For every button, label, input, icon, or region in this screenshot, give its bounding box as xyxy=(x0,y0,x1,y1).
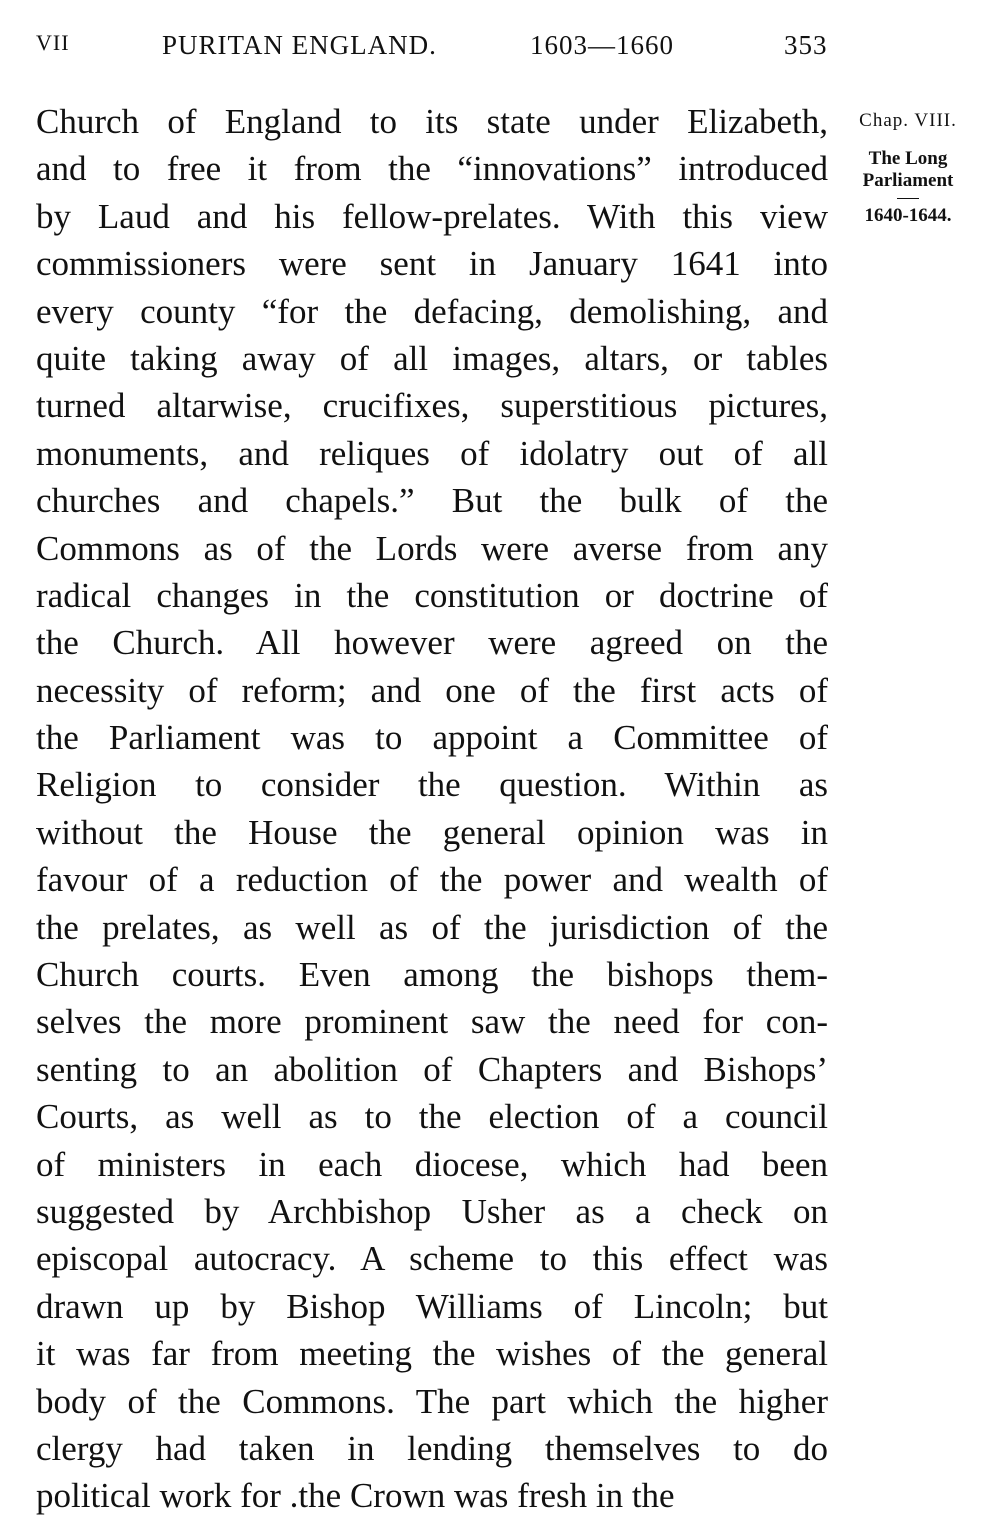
text-line: it was far from meeting the wishes of the general xyxy=(36,1334,828,1374)
text-line: Courts, as well as to the election of a council xyxy=(36,1097,828,1137)
text-line: necessity of reform; and one of the first acts of xyxy=(36,670,828,710)
period-dates: 1603—1660 xyxy=(530,30,674,60)
text-line: Commons as of the Lords were averse from any xyxy=(36,528,828,568)
chapter-numeral: VII xyxy=(36,30,70,55)
text-line: body of the Commons. The part which the higher xyxy=(36,1381,828,1421)
text-line: Church of England to its state under Elizabeth, xyxy=(36,102,828,141)
margin-chapter: Chap. VIII. xyxy=(859,110,957,131)
text-line: favour of a reduction of the power and wealth of xyxy=(36,860,828,900)
text-line: every county “for the defacing, demolishing, and xyxy=(36,291,828,331)
text-line: senting to an abolition of Chapters and Bishops’ xyxy=(36,1049,828,1089)
text-line: of ministers in each diocese, which had been xyxy=(36,1144,828,1184)
page-number: 353 xyxy=(784,30,828,60)
text-line: quite taking away of all images, altars, or tables xyxy=(36,338,828,378)
running-header xyxy=(36,30,836,66)
running-title: PURITAN ENGLAND. xyxy=(162,30,437,60)
margin-topic-line2: Parliament xyxy=(862,170,954,191)
text-line: radical changes in the constitution or doctrine of xyxy=(36,575,828,615)
text-line: the prelates, as well as of the jurisdiction of the xyxy=(36,907,828,947)
text-line: monuments, and reliques of idolatry out of all xyxy=(36,433,828,473)
text-line: political work for .the Crown was fresh in the xyxy=(36,1476,675,1516)
margin-rule xyxy=(897,198,919,199)
margin-dates: 1640-1644. xyxy=(864,205,952,226)
text-line: episcopal autocracy. A scheme to this effect was xyxy=(36,1239,828,1279)
text-line: without the House the general opinion was in xyxy=(36,812,828,852)
margin-topic-line1: The Long xyxy=(868,148,948,169)
margin-note xyxy=(838,110,978,227)
text-line: Religion to consider the question. Within as xyxy=(36,765,828,805)
text-line: the Church. All however were agreed on the xyxy=(36,623,828,663)
body-text xyxy=(36,98,828,1520)
text-line: churches and chapels.” But the bulk of the xyxy=(36,481,828,521)
text-line: drawn up by Bishop Williams of Lincoln; but xyxy=(36,1286,828,1326)
text-line: selves the more prominent saw the need for con- xyxy=(36,1002,828,1042)
text-line: turned altarwise, crucifixes, superstitious pictures, xyxy=(36,386,828,426)
text-line: by Laud and his fellow-prelates. With this view xyxy=(36,196,828,236)
text-line: commissioners were sent in January 1641 into xyxy=(36,244,828,284)
text-line: Church courts. Even among the bishops them- xyxy=(36,955,828,995)
text-line: and to free it from the “innovations” introduced xyxy=(36,149,828,189)
text-line: the Parliament was to appoint a Committee of xyxy=(36,718,828,758)
text-line: suggested by Archbishop Usher as a check on xyxy=(36,1191,828,1231)
text-line: clergy had taken in lending themselves to do xyxy=(36,1428,828,1468)
